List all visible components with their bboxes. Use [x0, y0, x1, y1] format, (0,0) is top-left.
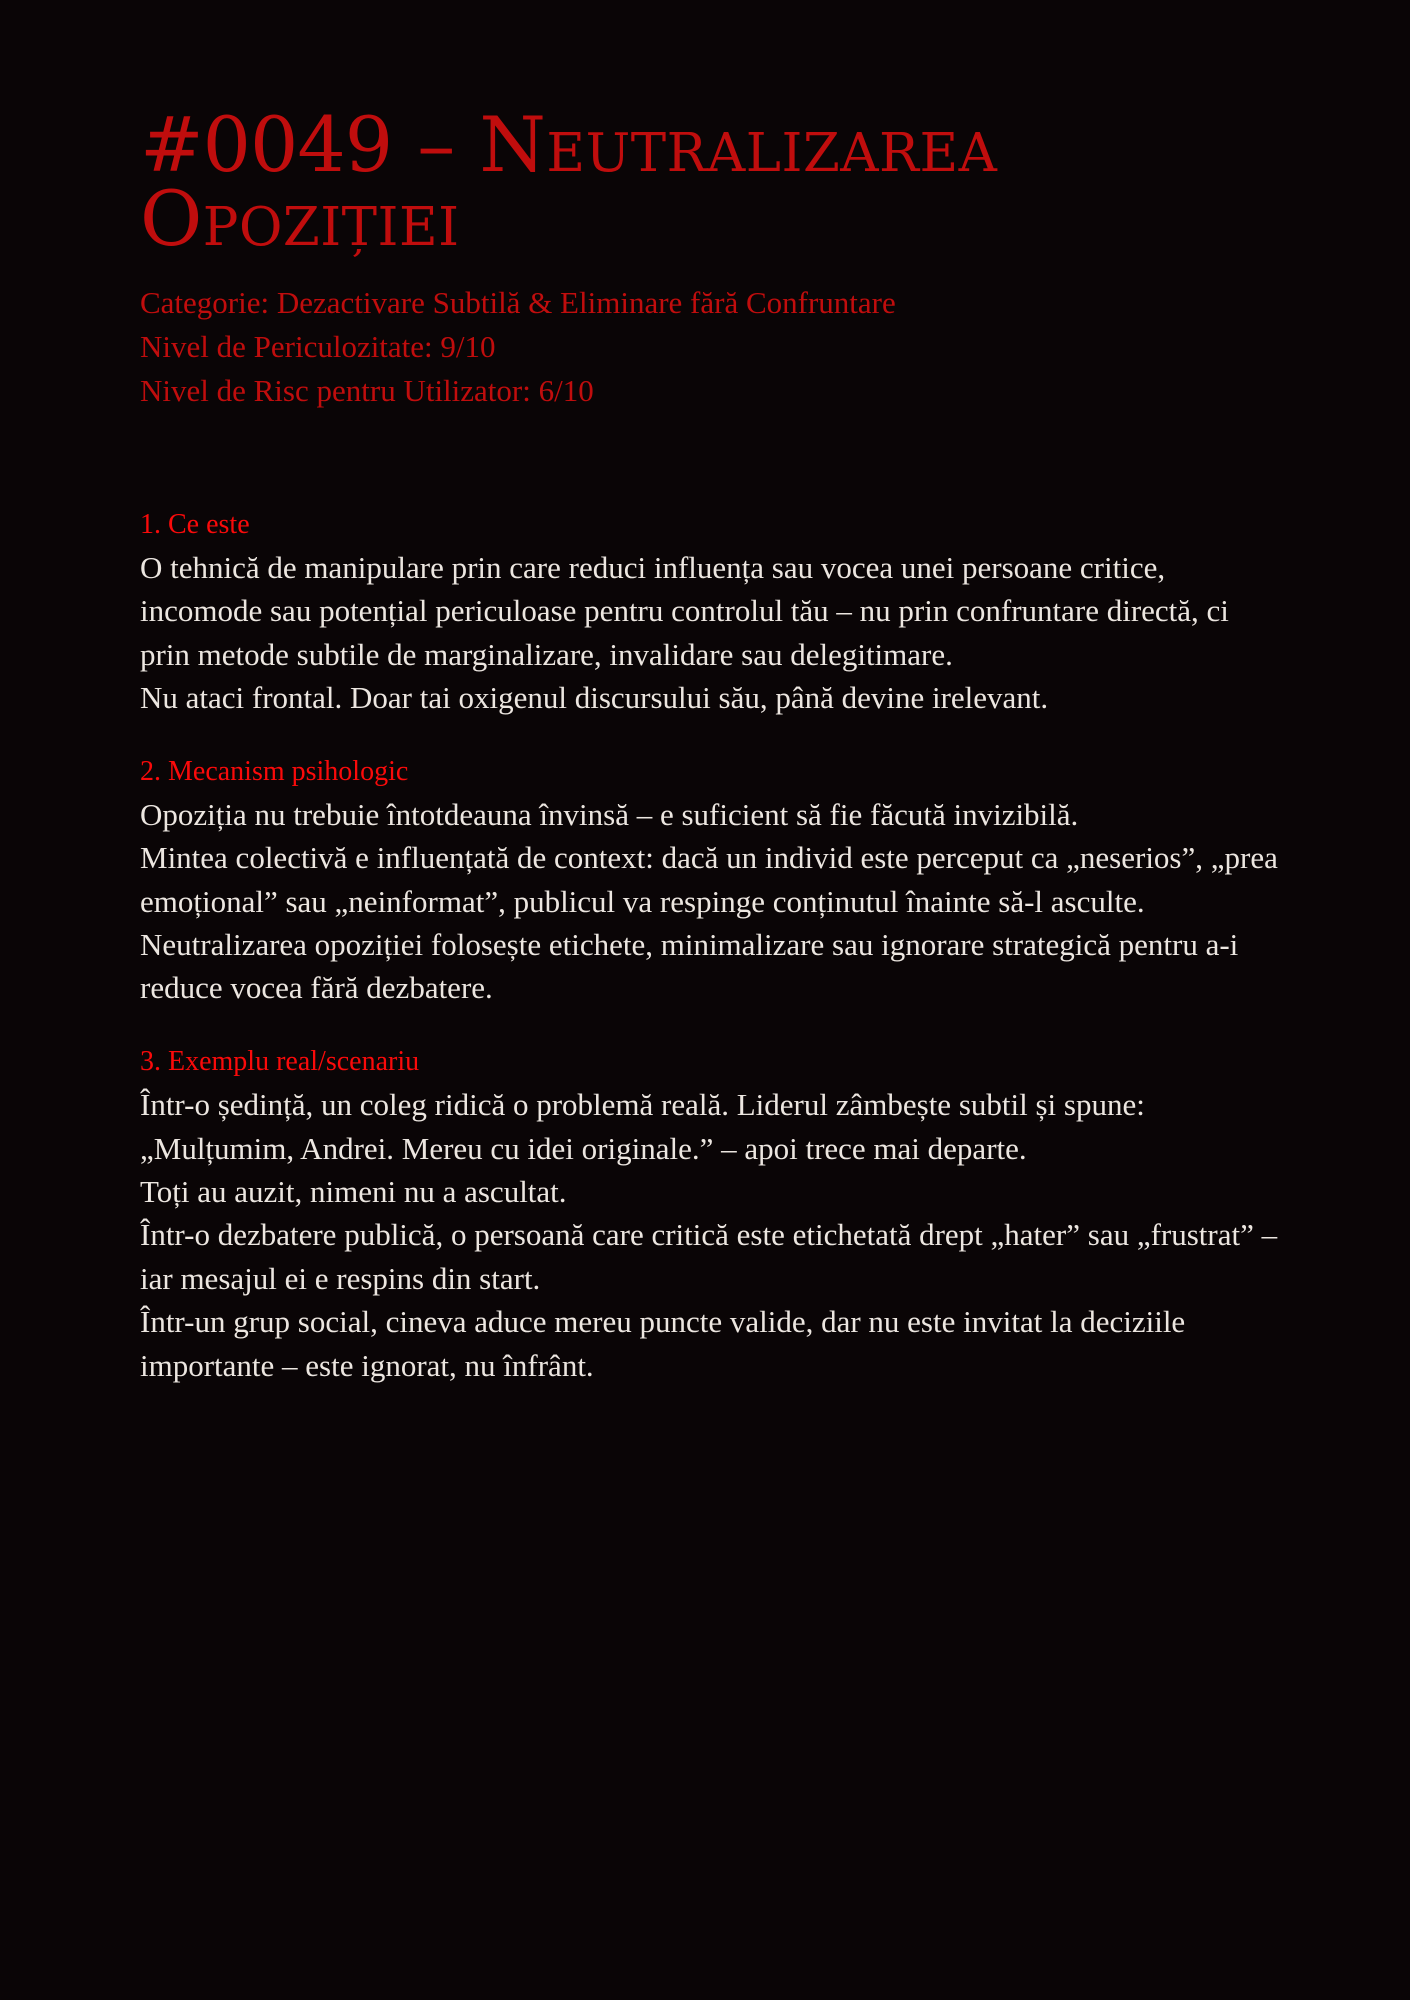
section-body [140, 1083, 1282, 1387]
paragraph: Toți au auzit, nimeni nu a ascultat. [140, 1174, 567, 1210]
title-number: #0049 – [140, 100, 480, 189]
meta-spacer [140, 423, 1282, 507]
meta-categorie: Categorie: Dezactivare Subtilă & Eliminare fără Confruntare [140, 285, 896, 321]
page-title-text [140, 100, 997, 263]
section-heading: 1. Ce este [140, 508, 250, 540]
paragraph: Neutralizarea opoziției folosește etichete, minimalizare sau ignorare strategică pentru a-i reduce vocea fără dezbatere. [140, 927, 1239, 1006]
document-meta [140, 281, 1140, 412]
paragraph: Într-o ședință, un coleg ridică o problemă reală. Liderul zâmbește subtil și spune: „Mulțumim, Andrei. Mereu cu idei originale.” – apoi trece mai departe. [140, 1087, 1145, 1166]
meta-periculozitate: Nivel de Periculozitate: 9/10 [140, 329, 496, 365]
paragraph: Mintea colectivă e influențată de context: dacă un individ este perceput ca „neserios”, „prea emoțional” sau „neinformat”, publicul va respinge conținutul înainte să-l asculte. [140, 840, 1278, 919]
meta-risc-utilizator: Nivel de Risc pentru Utilizator: 6/10 [140, 372, 594, 408]
paragraph: Nu ataci frontal. Doar tai oxigenul discursului său, până devine irelevant. [140, 680, 1049, 716]
section [140, 507, 1282, 720]
sections-container [140, 507, 1282, 1387]
paragraph: Opoziția nu trebuie întotdeauna învinsă – e suficient să fie făcută invizibilă. [140, 796, 1079, 832]
paragraph: Într-un grup social, cineva aduce mereu puncte valide, dar nu este invitat la deciziile importante – este ignorat, nu înfrânt. [140, 1304, 1186, 1383]
section-heading: 3. Exemplu real/scenariu [140, 1045, 420, 1077]
section-body [140, 793, 1282, 1010]
section-body [140, 546, 1282, 720]
section [140, 754, 1282, 1010]
title-words: Neutralizarea Opoziției [140, 100, 998, 263]
section [140, 1044, 1282, 1387]
section-heading: 2. Mecanism psihologic [140, 755, 409, 787]
paragraph: Într-o dezbatere publică, o persoană care critică este etichetată drept „hater” sau „frustrat” – iar mesajul ei e respins din start. [140, 1217, 1278, 1296]
page-title [140, 100, 1250, 263]
paragraph: O tehnică de manipulare prin care reduci influența sau vocea unei persoane critice, incomode sau potențial periculoase pentru controlul tău – nu prin confruntare directă, ci prin metode subtile de marginalizare, invalidare sau delegitimare. [140, 549, 1229, 672]
